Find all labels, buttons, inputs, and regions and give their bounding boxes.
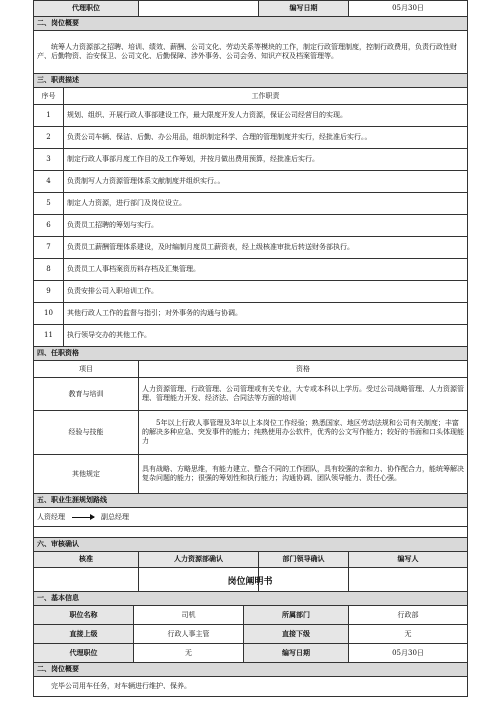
duty-no: 9 <box>34 281 64 303</box>
job-doc-1 <box>33 0 468 596</box>
duty-text: 负责员工招聘的筹划与实行。 <box>64 215 468 237</box>
position-name-value: 司机 <box>134 606 244 625</box>
qual-row <box>34 455 468 494</box>
duty-no: 8 <box>34 259 64 281</box>
review-col-author: 编写人 <box>349 552 468 568</box>
top-info-row <box>34 1 468 17</box>
section-header <box>34 592 468 606</box>
department-value: 行政部 <box>349 606 468 625</box>
duty-no: 6 <box>34 215 64 237</box>
career-path-row <box>34 508 468 527</box>
qual-col-header <box>34 361 468 378</box>
qual-label: 教育与培训 <box>34 378 139 411</box>
qual-label: 经验与技能 <box>34 411 139 455</box>
duties-header: 三、职责描述 <box>34 74 468 88</box>
career-path <box>34 508 468 527</box>
qual-req-header: 资格 <box>139 361 468 378</box>
subordinate-label: 直接下级 <box>244 625 349 644</box>
review-col-approve: 核准 <box>34 552 139 568</box>
duty-text: 执行领导交办的其他工作。 <box>64 325 468 347</box>
doc-title: 岗位阐明书 <box>227 577 273 587</box>
supervisor-value: 行政人事主管 <box>134 625 244 644</box>
review-col-hr: 人力资源部确认 <box>139 552 259 568</box>
date-label: 编写日期 <box>244 644 349 663</box>
qual-text: 人力资源管理、行政管理、公司管理或有关专业，大专或本科以上学历。受过公司战略管理、人力资源管理、管理能力开发、经济法、合同法等方面的培训 <box>139 378 468 411</box>
arrow-right-icon <box>72 517 94 518</box>
overview-text: 统筹人力资源部之招聘、培训、绩效、薪酬、公司文化、劳动关系等模块的工作，制定行政管理制度，控制行政费用，负责行政性财产、后勤物资、治安保卫、公司文化、后勤保障、涉外事务、公司会务、知识产权及档案管理等。 <box>34 31 468 74</box>
date-value: 05月30日 <box>349 1 468 17</box>
duty-row <box>34 127 468 149</box>
date-label: 编写日期 <box>259 1 349 17</box>
duty-no: 11 <box>34 325 64 347</box>
info-row <box>34 606 468 625</box>
duty-no: 5 <box>34 193 64 215</box>
qual-text: 具有战略、方略思维，有能力建立、整合不同的工作团队，具有较强的亲和力、协作配合力，能统筹解决复杂问题的能力；很强的筹划性和执行能力；沟通协调、团队领导能力、责任心强。 <box>139 455 468 494</box>
qual-row <box>34 378 468 411</box>
duty-row <box>34 149 468 171</box>
basic-info-header: 一、基本信息 <box>34 592 468 606</box>
duty-no-header: 序号 <box>34 88 64 105</box>
section-header <box>34 538 468 552</box>
subordinate-value: 无 <box>349 625 468 644</box>
acting-position-value <box>139 1 259 17</box>
duty-no: 3 <box>34 149 64 171</box>
duty-no: 1 <box>34 105 64 127</box>
acting-position-value: 无 <box>134 644 244 663</box>
section-header <box>34 663 468 677</box>
overview-header-2: 二、岗位概要 <box>34 663 468 677</box>
section-header <box>34 17 468 31</box>
career-from: 人资经理 <box>37 512 65 521</box>
duty-no: 7 <box>34 237 64 259</box>
duty-text: 负责员工人事档案资历料存档及汇集管理。 <box>64 259 468 281</box>
duties-col-header <box>34 88 468 105</box>
duty-text: 负责公司车辆、保洁、后勤、办公用品，组织制定科学、合理的管理制度并实行，经批准后实行。。 <box>64 127 468 149</box>
career-blank-row <box>34 527 468 538</box>
info-row <box>34 644 468 663</box>
duty-row <box>34 325 468 347</box>
duty-text: 其他行政人工作的监督与指引；对外事务的沟通与协调。 <box>64 303 468 325</box>
acting-position-label: 代理职位 <box>34 644 134 663</box>
duty-no: 2 <box>34 127 64 149</box>
overview-header: 二、岗位概要 <box>34 17 468 31</box>
duty-content-header: 工作职责 <box>64 88 468 105</box>
qual-text: 5年以上行政人事管理及3年以上本岗位工作经验；熟悉国家、地区劳动法规和公司有关制度；丰富的解决多种应急、突发事件的能力；纯熟使用办公软件，优秀的公文写作能力；较好的书面和口头体现能力 <box>139 411 468 455</box>
duty-text: 制定人力资源，进行部门及岗位设立。 <box>64 193 468 215</box>
position-name-label: 职位名称 <box>34 606 134 625</box>
qual-label: 其他规定 <box>34 455 139 494</box>
review-cols-row <box>34 552 468 568</box>
qual-item-header: 项目 <box>34 361 139 378</box>
duty-row <box>34 171 468 193</box>
section-header <box>34 74 468 88</box>
section-header <box>34 494 468 508</box>
review-header: 六、审核确认 <box>34 538 468 552</box>
department-label: 所属部门 <box>244 606 349 625</box>
duty-row <box>34 193 468 215</box>
duty-row <box>34 281 468 303</box>
acting-position-label: 代理职位 <box>34 1 139 17</box>
duty-text: 制定行政人事部月度工作目的及工作筹划，并按月做出费用预算，经批准后实行。 <box>64 149 468 171</box>
info-row <box>34 625 468 644</box>
duty-no: 10 <box>34 303 64 325</box>
career-header: 五、职业生涯规划路线 <box>34 494 468 508</box>
overview-row-2 <box>34 677 468 697</box>
duty-text: 规划、组织、开展行政人事部建设工作，最大限度开发人力资源，保证公司经营目的实现。 <box>64 105 468 127</box>
duty-no: 4 <box>34 171 64 193</box>
duty-row <box>34 259 468 281</box>
blank-cell <box>34 527 468 538</box>
duty-text: 负责安排公司入职培训工作。 <box>64 281 468 303</box>
duty-row <box>34 237 468 259</box>
overview-text-2: 完毕公司用车任务，对车辆进行维护、保养。 <box>34 677 468 697</box>
review-col-dept: 部门领导确认 <box>259 552 349 568</box>
supervisor-label: 直接上级 <box>34 625 134 644</box>
section-header <box>34 347 468 361</box>
date-value: 05月30日 <box>349 644 468 663</box>
career-to: 副总经理 <box>101 512 129 521</box>
duty-text: 负责员工薪酬管理体系建设，及时编制月度员工薪资表，经上级核准审批后转送财务部执行。 <box>64 237 468 259</box>
duty-text: 负责制写人力资源管理体系文献制度并组织实行。。 <box>64 171 468 193</box>
job-doc-2 <box>33 591 468 697</box>
qual-row <box>34 411 468 455</box>
qualifications-header: 四、任职资格 <box>34 347 468 361</box>
duty-row <box>34 105 468 127</box>
duty-row <box>34 303 468 325</box>
overview-row <box>34 31 468 74</box>
duty-row <box>34 215 468 237</box>
